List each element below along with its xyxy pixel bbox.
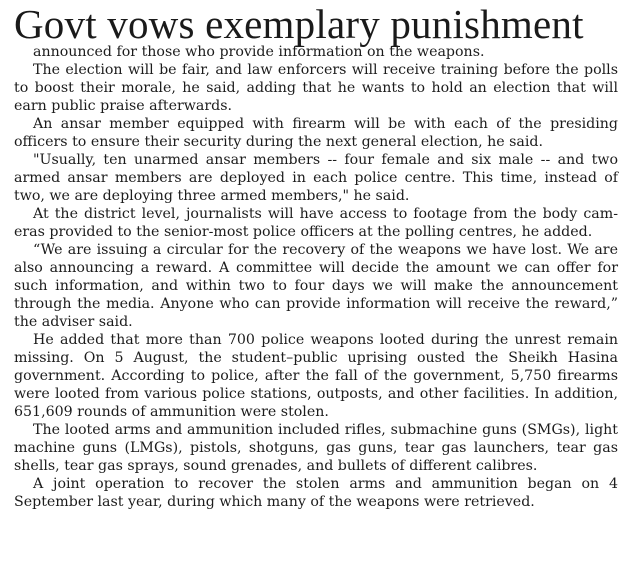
- paragraph: An ansar member equipped with firearm will be with each of the presiding officers to ensure their security during the next general election, he said.: [14, 116, 618, 150]
- paragraph: He added that more than 700 police weapons looted during the unrest remain missing. On 5 August, the student–public uprising ousted the Sheikh Hasina government. According to police, after the fall of the government, 5,750 firearms were looted from various police stations, outposts, and other facilities. In addition, 651,609 rounds of ammunition were stolen.: [14, 332, 618, 420]
- paragraph: At the district level, journalists will have access to footage from the body cameras provided to the senior-most police officers at the polling centres, he added.: [14, 206, 618, 240]
- paragraph-continuation: announced for those who provide information on the weapons.: [33, 44, 485, 60]
- paragraph: "Usually, ten unarmed ansar members -- four female and six male -- and two armed ansar members are deployed in each police centre. This time, instead of two, we are deploying three armed members," he said.: [14, 152, 618, 204]
- article-body: [14, 43, 618, 511]
- paragraph: A joint operation to recover the stolen arms and ammunition began on 4 September last year, during which many of the weapons were retrieved.: [14, 476, 618, 510]
- paragraph: “We are issuing a circular for the recovery of the weapons we have lost. We are also announcing a reward. A committee will decide the amount we can offer for such information, and within two to four days we will make the announcement through the media. Anyone who can provide information will receive the reward,” the adviser said.: [14, 242, 618, 330]
- headline: Govt vows exemplary punishment: [14, 1, 584, 47]
- paragraph: The looted arms and ammunition included rifles, submachine guns (SMGs), light machine guns (LMGs), pistols, shotguns, gas guns, tear gas launchers, tear gas shells, tear gas sprays, sound grenades, and bullets of different calibres.: [14, 422, 618, 474]
- paragraph: The election will be fair, and law enforcers will receive training before the polls to boost their morale, he said, adding that he wants to hold an election that will earn public praise afterwards.: [14, 62, 618, 114]
